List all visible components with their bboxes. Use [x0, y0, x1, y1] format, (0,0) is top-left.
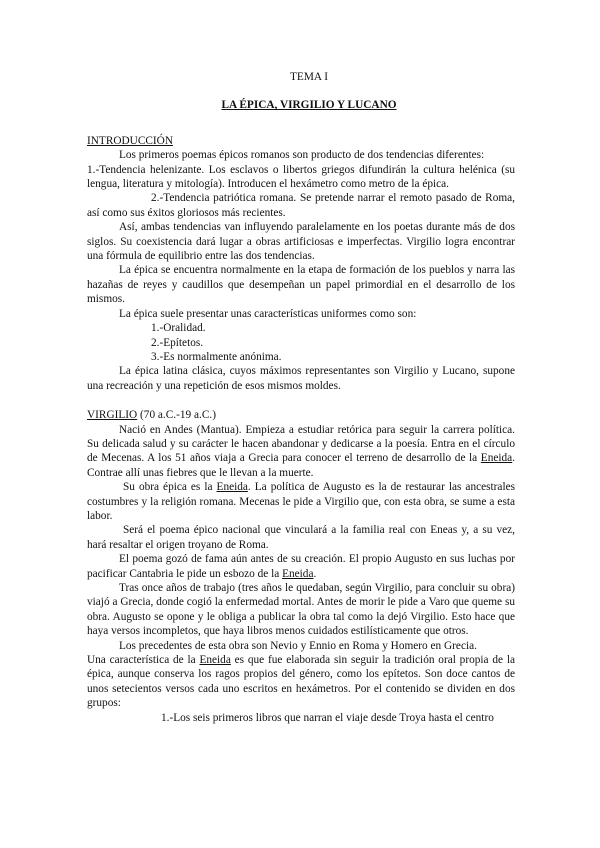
virgilio-heading	[87, 408, 515, 422]
text-run: . La política de Augusto es la de restaurar las ancestrales costumbres y la religión romana. Mecenas le pide a Virgilio que, con esta obra, se sume a esta labor.	[87, 481, 515, 522]
characteristics-list	[87, 321, 515, 364]
virgilio-paragraph-7	[87, 653, 515, 711]
virgilio-paragraph-3: Será el poema épico nacional que vinculará a la familia real con Eneas y, a su vez, hará resaltar el origen troyano de Roma.	[87, 524, 515, 551]
text-run: Su obra épica es la	[123, 481, 217, 494]
intro-paragraph-6: La épica suele presentar unas características uniformes como son:	[119, 307, 417, 320]
eneida-title: Eneida	[199, 654, 231, 667]
virgilio-paragraph-2	[87, 480, 515, 523]
virgilio-dates: (70 a.C.-19 a.C.)	[137, 409, 216, 422]
topic-number: TEMA I	[290, 71, 328, 83]
intro-heading	[87, 134, 515, 148]
virgilio-paragraph-5: Tras once años de trabajo (tres años le quedaban, según Virgilio, para concluir su obra) viajó a Grecia, donde cogió la enfermedad mortal. Antes de morir le pide a Varo que queme su obra. Augusto se opone y le obliga a publicar la obra tal como la dejó Virgilio. Esto hace que haya versos incompletos, que haya libros menos cuidados estilísticamente que otros.	[87, 582, 515, 638]
intro-paragraph-4: Así, ambas tendencias van influyendo paralelamente en los poetas durante más de dos siglos. Su coexistencia dará lugar a obras artificiosas e imperfectas. Virgilio logra encontrar una fórmula de equilibrio entre las dos tendencias.	[87, 221, 515, 263]
intro-heading-text: INTRODUCCIÓN	[87, 134, 173, 147]
document-body	[87, 70, 515, 725]
intro-paragraph-3: 2.-Tendencia patriótica romana. Se pretende narrar el remoto pasado de Roma, así como sus éxitos gloriosos más recientes.	[87, 192, 515, 219]
list-item: 3.-Es normalmente anónima.	[151, 350, 282, 363]
eneida-title: Eneida	[282, 567, 314, 580]
text-run: El poema gozó de fama aún antes de su creación. El propio Augusto en sus luchas por pacificar Cantabria le pide un esbozo de la	[87, 553, 515, 580]
text-run: . Contrae allí unas fiebres que le llevan a la muerte.	[87, 452, 515, 479]
eneida-title: Eneida	[216, 481, 248, 494]
eneida-title: Eneida	[480, 452, 513, 465]
intro-paragraph-2: 1.-Tendencia helenizante. Los esclavos o libertos griegos difundirán la cultura helénica (su lengua, literatura y mitología). Introducen el hexámetro como metro de la épica.	[87, 163, 515, 191]
text-run: Una característica de la	[87, 654, 200, 667]
text-run: Nació en Andes (Mantua). Empieza a estudiar retórica para seguir la carrera política. Su delicada salud y su carácter le hacen abandonar y dedicarse a la poesía. Entra en el círculo de Mecenas. A los 51 años viaja a Grecia para conocer el terreno de desarrollo de la	[87, 423, 515, 465]
virgilio-paragraph-8: 1.-Los seis primeros libros que narran el viaje desde Troya hasta el centro	[161, 711, 494, 724]
list-item: 2.-Epítetos.	[151, 336, 204, 349]
intro-paragraph-1: Los primeros poemas épicos romanos son producto de dos tendencias diferentes:	[119, 149, 485, 162]
intro-paragraph-5: La épica se encuentra normalmente en la etapa de formación de los pueblos y narra las hazañas de reyes y caudillos que desempeñan un papel primordial en el desarrollo de los mismos.	[87, 264, 515, 306]
virgilio-paragraph-1	[87, 423, 515, 481]
text-run: es que fue elaborada sin seguir la tradición oral propia de la épica, aunque conserva los ragos propios del género, como los epítetos. Son doce cantos de unos setecientos versos cada uno escritos en hexámetros. Por el contenido se dividen en dos grupos:	[87, 654, 515, 710]
document-title: LA ÉPICA, VIRGILIO Y LUCANO	[221, 99, 397, 112]
virgilio-heading-text: VIRGILIO	[87, 409, 138, 422]
text-run: .	[313, 567, 317, 580]
virgilio-paragraph-4	[87, 552, 515, 581]
list-item: 1.-Oralidad.	[151, 322, 206, 335]
intro-paragraph-7: La épica latina clásica, cuyos máximos representantes son Virgilio y Lucano, supone una recreación y una repetición de esos mismos moldes.	[87, 365, 515, 392]
virgilio-paragraph-6: Los precedentes de esta obra son Nevio y Ennio en Roma y Homero en Grecia.	[119, 639, 477, 652]
